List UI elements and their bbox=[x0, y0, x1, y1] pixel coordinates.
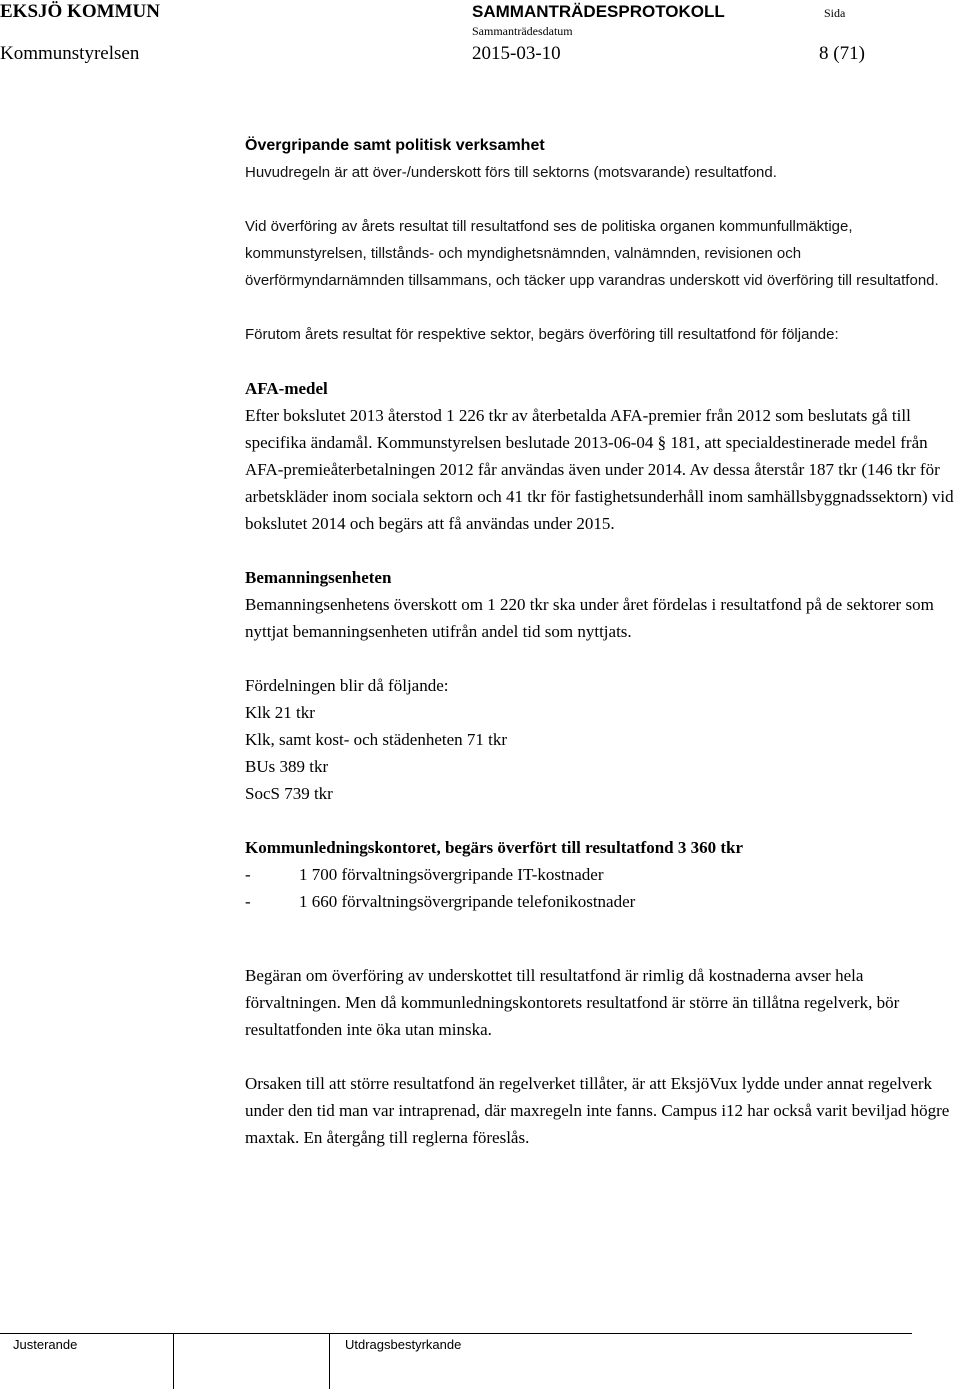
kommunledning-paragraph-2: Orsaken till att större resultatfond än regelverket tillåter, är att EksjöVux lydde under annat regelverk under den tid man var intraprenad, där maxregeln inte fanns. Campus i12 har också varit beviljad högre maxtak. En återgång till reglerna föreslås. bbox=[245, 1074, 950, 1147]
transfer-intro-paragraph: Förutom årets resultat för respektive sektor, begärs överföring till resultatfond för följande: bbox=[245, 326, 839, 343]
dash-marker: - bbox=[245, 865, 251, 884]
section-heading-kommunledning: Kommunledningskontoret, begärs överfört till resultatfond 3 360 tkr bbox=[245, 838, 744, 857]
distribution-item: BUs 389 tkr bbox=[245, 757, 329, 776]
afa-paragraph: Efter bokslutet 2013 återstod 1 226 tkr av återbetalda AFA-premier från 2012 som beslutats gå till specifika ändamål. Kommunstyrelsen beslutade 2013-06-04 § 181, att specialdestinerade medel från AFA-premieåterbetalningen 2012 får användas även under 2014. Av dessa återstår 187 tkr (146 tkr för arbetskläder inom sociala sektorn och 41 tkr för fastighetsunderhåll inom samhällsbyggnadssektorn) vid bokslutet 2014 och begärs att få användas under 2015. bbox=[245, 406, 954, 533]
document-body bbox=[245, 132, 957, 1151]
distribution-item: SocS 739 tkr bbox=[245, 784, 333, 803]
main-rule-text: Huvudregeln är att över-/underskott förs till sektorns (motsvarande) resultatfond. bbox=[245, 164, 777, 181]
political-bodies-paragraph: Vid överföring av årets resultat till resultatfond ses de politiska organen kommunfullmäktige, kommunstyrelsen, tillstånds- och myndighetsnämnden, valnämnden, revisionen och överförmyndarnämnden tillsammans, och täcker upp varandras underskott vid överföring till resultatfond. bbox=[245, 218, 939, 289]
distribution-item: Klk, samt kost- och städenheten 71 tkr bbox=[245, 730, 508, 749]
governing-body: Kommunstyrelsen bbox=[0, 43, 140, 64]
list-item-text: 1 660 förvaltningsövergripande telefonikostnader bbox=[299, 892, 636, 911]
document-type: SAMMANTRÄDESPROTOKOLL bbox=[472, 2, 725, 21]
section-heading-afa: AFA-medel bbox=[245, 379, 328, 398]
distribution-item: Klk 21 tkr bbox=[245, 703, 315, 722]
section-heading-bemanning: Bemanningsenheten bbox=[245, 568, 392, 587]
organization-name: EKSJÖ KOMMUN bbox=[0, 1, 160, 22]
list-item-text: 1 700 förvaltningsövergripande IT-kostnader bbox=[299, 865, 604, 884]
footer-separator bbox=[329, 1333, 330, 1389]
footer-separator bbox=[173, 1333, 174, 1389]
page-number: 8 (71) bbox=[819, 43, 865, 64]
justerande-label: Justerande bbox=[13, 1337, 78, 1352]
list-item bbox=[245, 861, 957, 888]
kommunledning-paragraph-1: Begäran om överföring av underskottet till resultatfond är rimlig då kostnaderna avser hela förvaltningen. Men då kommunledningskontorets resultatfond är större än tillåtna regelverk, bör resultatfonden inte öka utan minska. bbox=[245, 966, 900, 1039]
meeting-date: 2015-03-10 bbox=[472, 43, 561, 64]
distribution-intro: Fördelningen blir då följande: bbox=[245, 676, 449, 695]
dash-marker: - bbox=[245, 892, 251, 911]
page-label: Sida bbox=[824, 6, 846, 20]
section-heading-overgripande: Övergripande samt politisk verksamhet bbox=[245, 137, 545, 154]
list-item bbox=[245, 888, 957, 915]
meeting-date-label: Sammanträdesdatum bbox=[472, 24, 573, 38]
utdragsbestyrkande-label: Utdragsbestyrkande bbox=[345, 1337, 462, 1352]
footer-divider bbox=[0, 1333, 912, 1334]
bemanning-paragraph: Bemanningsenhetens överskott om 1 220 tkr ska under året fördelas i resultatfond på de sektorer som nyttjat bemanningsenheten utifrån andel tid som nyttjats. bbox=[245, 595, 934, 641]
